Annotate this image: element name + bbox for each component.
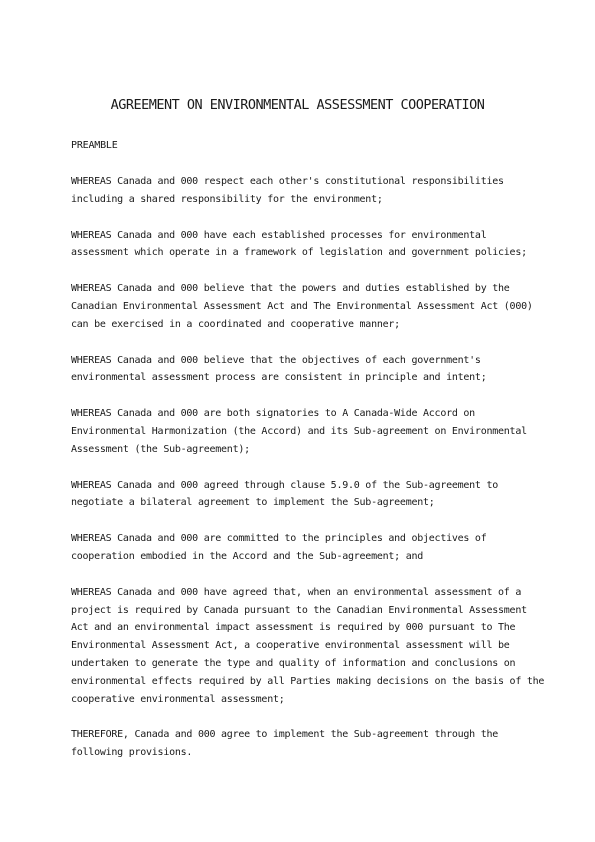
paragraph-whereas-1: [71, 173, 555, 209]
paragraph-line: WHEREAS Canada and 000 are both signatories to A Canada-Wide Accord on: [71, 408, 475, 420]
paragraph-line: Environmental Assessment Act, a cooperative environmental assessment will be: [71, 640, 510, 652]
paragraph-line: cooperative environmental assessment;: [71, 693, 285, 705]
paragraph-whereas-2: [71, 227, 555, 263]
paragraph-line: Canadian Environmental Assessment Act and The Environmental Assessment Act (000): [71, 300, 533, 312]
paragraph-line: Act and an environmental impact assessment is required by 000 pursuant to The: [71, 622, 516, 634]
paragraph-line: environmental effects required by all Parties making decisions on the basis of the: [71, 675, 545, 687]
paragraph-line: undertaken to generate the type and quality of information and conclusions on: [71, 657, 516, 669]
paragraph-line: Environmental Harmonization (the Accord) and its Sub-agreement on Environmental: [71, 425, 527, 437]
paragraph-whereas-5: [71, 405, 555, 458]
paragraph-line: Assessment (the Sub-agreement);: [71, 443, 250, 455]
paragraph-line: WHEREAS Canada and 000 believe that the powers and duties established by the: [71, 283, 510, 295]
document-title: AGREEMENT ON ENVIRONMENTAL ASSESSMENT COOPERATION: [110, 97, 485, 113]
paragraph-whereas-3: [71, 280, 555, 333]
paragraph-line: WHEREAS Canada and 000 have agreed that, when an environmental assessment of a: [71, 586, 522, 598]
paragraph-line: following provisions.: [71, 747, 193, 759]
paragraph-whereas-8: [71, 584, 555, 709]
paragraph-line: WHEREAS Canada and 000 believe that the objectives of each government's: [71, 354, 481, 366]
paragraph-therefore: [71, 726, 555, 762]
paragraph-line: WHEREAS Canada and 000 agreed through clause 5.9.0 of the Sub-agreement to: [71, 479, 499, 491]
paragraph-line: can be exercised in a coordinated and cooperative manner;: [71, 318, 400, 330]
paragraph-line: WHEREAS Canada and 000 respect each other's constitutional responsibilities: [71, 176, 504, 187]
paragraph-line: WHEREAS Canada and 000 are committed to the principles and objectives of: [71, 533, 487, 545]
paragraph-whereas-4: [71, 352, 555, 388]
paragraph-line: including a shared responsibility for the environment;: [71, 193, 383, 205]
paragraph-whereas-7: [71, 530, 555, 566]
paragraph-line: project is required by Canada pursuant to the Canadian Environmental Assessment: [71, 604, 527, 616]
section-heading-preamble: PREAMBLE: [71, 140, 118, 151]
paragraph-line: negotiate a bilateral agreement to implement the Sub-agreement;: [71, 497, 435, 509]
paragraph-line: cooperation embodied in the Accord and the Sub-agreement; and: [71, 550, 424, 562]
paragraph-line: assessment which operate in a framework of legislation and government policies;: [71, 247, 527, 259]
paragraph-line: THEREFORE, Canada and 000 agree to implement the Sub-agreement through the: [71, 729, 499, 741]
paragraph-whereas-6: [71, 477, 555, 513]
paragraph-line: environmental assessment process are consistent in principle and intent;: [71, 372, 487, 384]
paragraph-line: WHEREAS Canada and 000 have each established processes for environmental: [71, 229, 487, 241]
